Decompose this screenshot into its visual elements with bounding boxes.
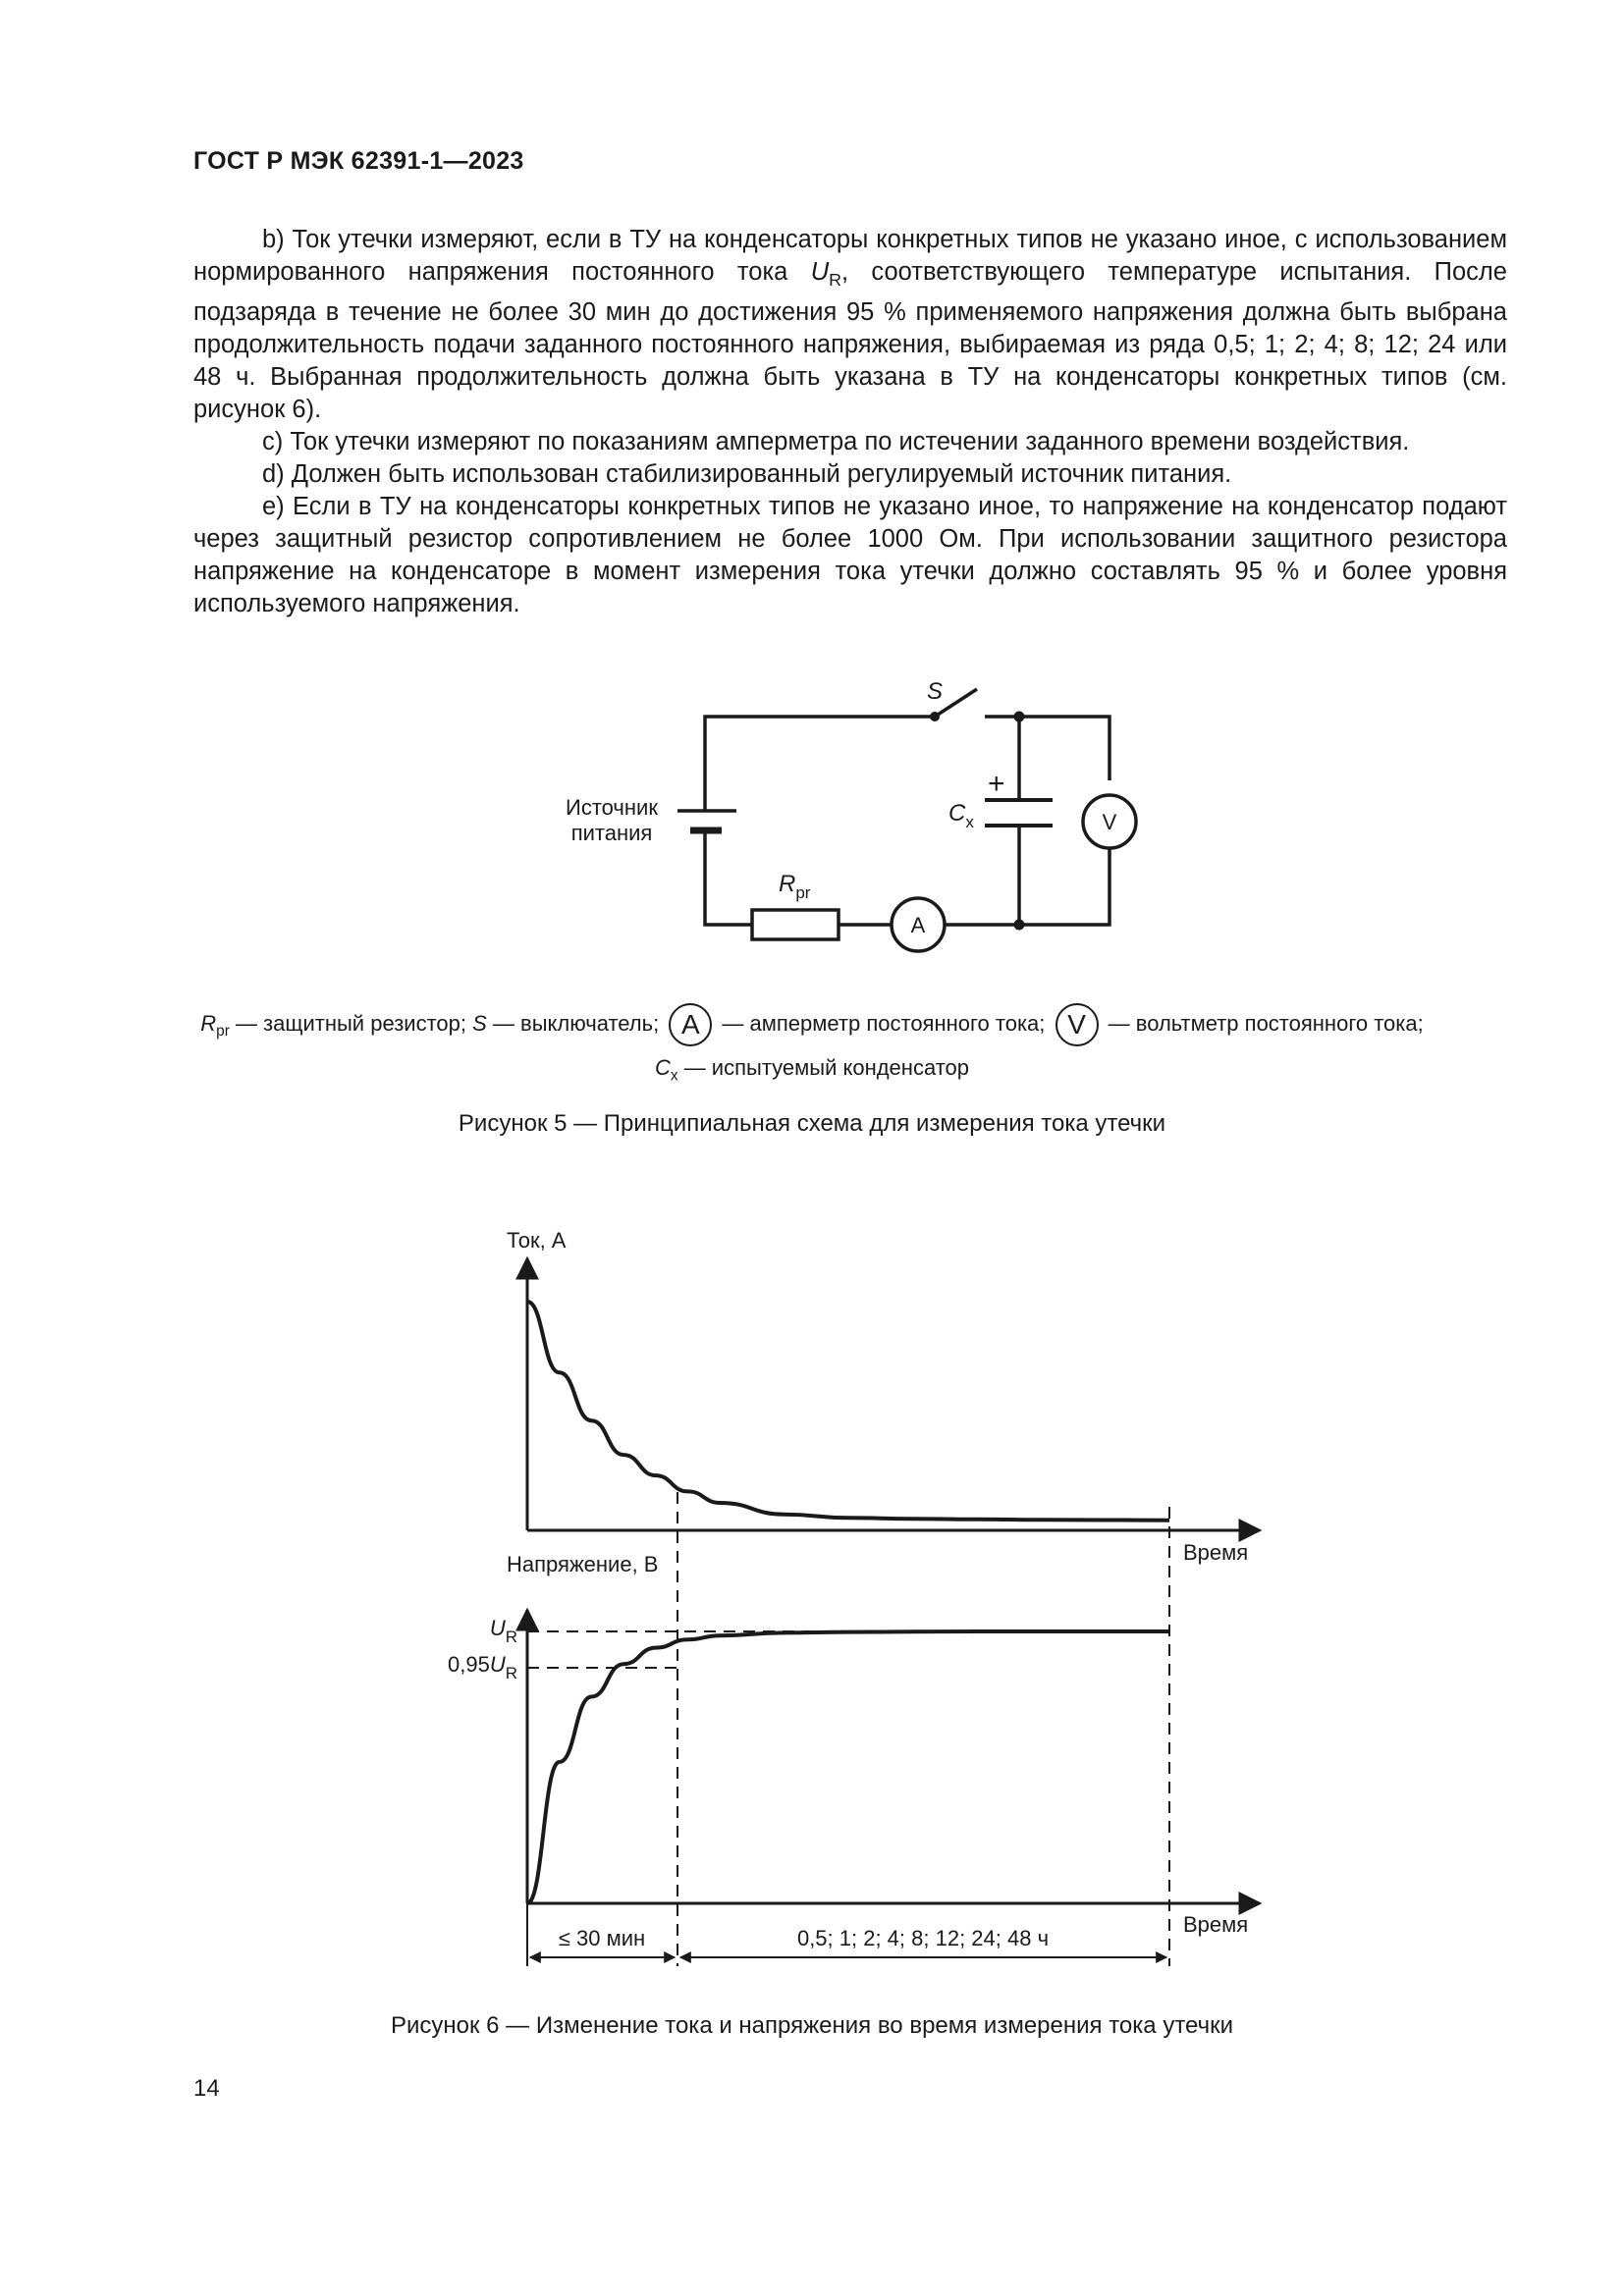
page-number: 14 [193,2075,220,2102]
res-label: $R_{pr}$ [779,871,811,902]
paragraph-b: b) Ток утечки измеряют, если в ТУ на конденсаторы конкретных типов не указано иное, с использованием нормированного напряжения постоянного тока $U_R$, соответствующего температуре испытания. После подзаряда в течение не более 30 мин до достижения 95 % применяемого напряжения должна быть выбрана продолжительность подачи заданного постоянного напряжения, выбираемая из ряда 0,5; 1; 2; 4; 8; 12; 24 или 48 ч. Выбранная продолжительность должна быть указана в ТУ на конденсаторы конкретных типов (см. рисунок 6). [193,226,1507,424]
paragraph-d: d) Должен быть использован стабилизированный регулируемый источник питания. [262,460,1232,489]
ur95-label: $0,95U_R$ [448,1652,517,1682]
voltage-curve [527,1631,1169,1903]
figure5-title: Рисунок 5 — Принципиальная схема для измерения тока утечки [458,1110,1166,1137]
voltmeter-symbol: V [1056,1003,1099,1046]
ammeter-symbol: A [669,1003,712,1046]
document-header: ГОСТ Р МЭК 62391-1—2023 [193,147,524,175]
time-label-top: Время [1183,1540,1249,1565]
figure5-legend-line2: $C_x$ — испытуемый конденсатор [654,1055,969,1085]
current-curve [527,1302,1169,1521]
figure5-legend-line1: $R_{pr}$ — защитный резистор; S — выключатель; A — амперметр постоянного тока; V — вольтметр постоянного тока; [0,1003,1624,1046]
current-axis-label: Ток, А [507,1228,567,1253]
figure6-title: Рисунок 6 — Изменение тока и напряжения во время измерения тока утечки [390,2012,1233,2039]
paragraph-c: c) Ток утечки измеряют по показаниям амперметра по истечении заданного времени воздействия. [262,428,1410,456]
ammeter-label: A [910,913,926,937]
voltmeter-label: V [1102,810,1117,834]
switch-label: S [927,678,944,705]
cap-plus-sign: + [988,768,1005,800]
paragraph-e: e) Если в ТУ на конденсаторы конкретных типов не указано иное, то напряжение на конденсатор подают через защитный резистор сопротивлением не более 1000 Ом. При использовании защитного резистора напряжение на конденсаторе в момент измерения тока утечки должно составлять 95 % и более уровня используемого напряжения. [193,493,1507,618]
time-label-bottom: Время [1183,1912,1249,1937]
voltage-axis-label: Напряжение, В [507,1552,659,1576]
ur-label: $U_R$ [489,1616,517,1646]
cap-label: $C_x$ [948,800,974,831]
interval-duration-label: 0,5; 1; 2; 4; 8; 12; 24; 48 ч [796,1926,1050,1950]
source-label-2: питания [570,821,653,845]
source-label-1: Источник [566,795,658,820]
interval-30min-label: ≤ 30 мин [558,1926,646,1950]
